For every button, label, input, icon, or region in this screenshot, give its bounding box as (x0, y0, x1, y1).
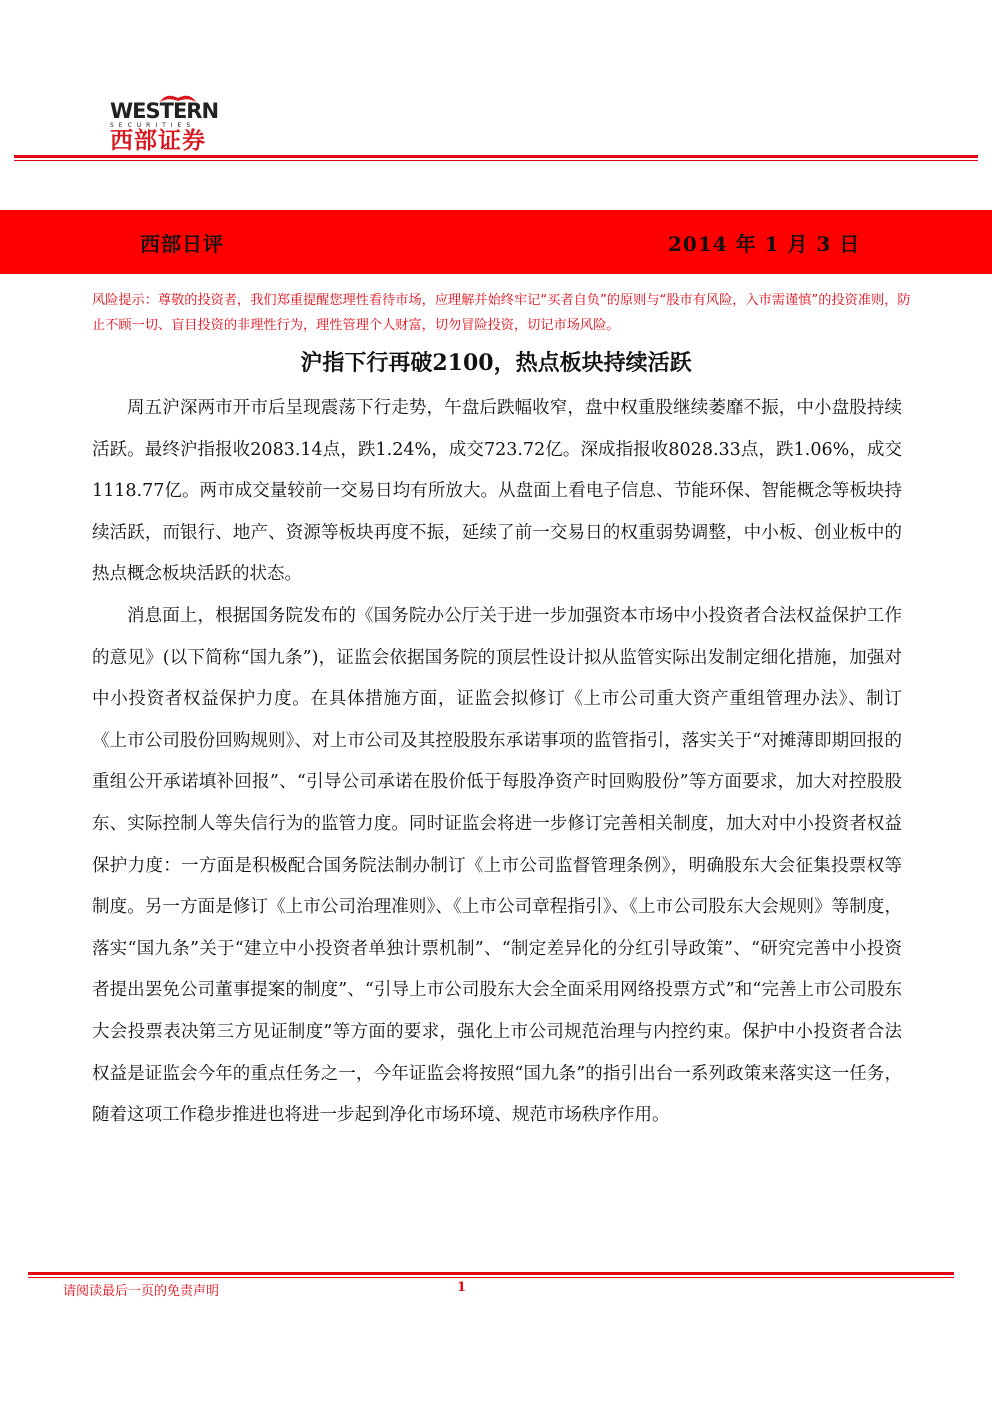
logo-subtitle: SECURITIES (110, 122, 196, 129)
logo-chinese-name: 西部证券 (110, 128, 206, 154)
company-logo (110, 92, 250, 154)
header-divider (14, 155, 978, 158)
report-name: 西部日评 (140, 232, 224, 256)
article-paragraph: 消息面上，根据国务院发布的《国务院办公厅关于进一步加强资本市场中小投资者合法权益保护工作的意见》(以下简称“国九条”)，证监会依据国务院的顶层性设计拟从监管实际出发制定细化措施，加强对中小投资者权益保护力度。在具体措施方面，证监会拟修订《上市公司重大资产重组管理办法》、制订《上市公司股份回购规则》、对上市公司及其控股股东承诺事项的监管指引，落实关于“对摊薄即期回报的重组公开承诺填补回报”、“引导公司承诺在股价低于每股净资产时回购股份”等方面要求，加大对控股股东、实际控制人等失信行为的监管力度。同时证监会将进一步修订完善相关制度，加大对中小投资者权益保护力度：一方面是积极配合国务院法制办制订《上市公司监督管理条例》，明确股东大会征集投票权等制度。另一方面是修订《上市公司治理准则》、《上市公司章程指引》、《上市公司股东大会规则》等制度，落实“国九条”关于“建立中小投资者单独计票机制”、“制定差异化的分红引导政策”、“研究完善中小投资者提出罢免公司董事提案的制度”、“引导上市公司股东大会全面采用网络投票方式”和“完善上市公司股东大会投票表决第三方见证制度”等方面的要求，强化上市公司规范治理与内控约束。保护中小投资者合法权益是证监会今年的重点任务之一，今年证监会将按照“国九条”的指引出台一系列政策来落实这一任务，随着这项工作稳步推进也将进一步起到净化市场环境、规范市场秩序作用。 (92, 605, 902, 1126)
footer-divider (28, 1272, 954, 1275)
article-paragraph: 周五沪深两市开市后呈现震荡下行走势，午盘后跌幅收窄，盘中权重股继续萎靡不振，中小盘股持续活跃。最终沪指报收2083.14点，跌1.24%，成交723.72亿。深成指报收8028.33点，跌1.06%，成交1118.77亿。两市成交量较前一交易日均有所放大。从盘面上看电子信息、节能环保、智能概念等板块持续活跃，而银行、地产、资源等板块再度不振，延续了前一交易日的权重弱势调整，中小板、创业板中的热点概念板块活跃的状态。 (92, 398, 902, 585)
article-body (92, 388, 902, 1137)
page-number: 1 (457, 1280, 467, 1295)
risk-notice: 风险提示：尊敬的投资者，我们郑重提醒您理性看待市场，应理解并始终牢记“买者自负”的原则与“股市有风险，入市需谨慎”的投资准则，防止不顾一切、盲目投资的非理性行为，理性管理个人财富，切勿冒险投资，切记市场风险。 (92, 293, 911, 333)
report-date: 2014 年 1 月 3 日 (668, 232, 861, 256)
disclaimer-note: 请阅读最后一页的免责声明 (63, 1284, 220, 1299)
header-divider-thin (14, 160, 978, 161)
logo-english-name: WESTERN (110, 99, 219, 123)
report-banner (0, 210, 992, 274)
footer-divider-thin (28, 1277, 954, 1278)
article-title: 沪指下行再破2100，热点板块持续活跃 (300, 350, 692, 376)
